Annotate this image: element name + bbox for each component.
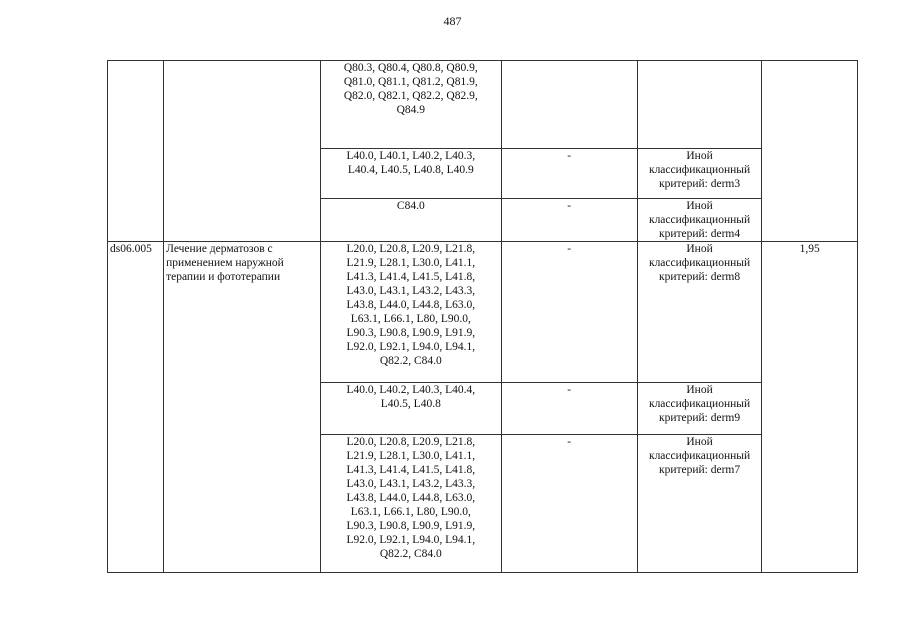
coefficient-cell: 1,95: [762, 242, 858, 573]
diagnosis-codes-cell: L20.0, L20.8, L20.9, L21.8, L21.9, L28.1, L30.0, L41.1, L41.3, L41.4, L41.5, L41.8, L43.0, L43.1, L43.2, L43.3, L43.8, L44.0, L44.8, L63.0, L63.1, L66.1, L80, L90.0, L90.3, L90.8, L90.9, L91.9, L92.0, L92.1, L94.0, L94.1, Q82.2, C84.0: [320, 242, 501, 383]
criterion-cell: Иной классификационный критерий: derm4: [637, 199, 762, 242]
dash-cell: -: [501, 149, 637, 199]
table-row: [108, 61, 858, 149]
diagnosis-codes-cell: L20.0, L20.8, L20.9, L21.8, L21.9, L28.1, L30.0, L41.1, L41.3, L41.4, L41.5, L41.8, L43.0, L43.1, L43.2, L43.3, L43.8, L44.0, L44.8, L63.0, L63.1, L66.1, L80, L90.0, L90.3, L90.8, L90.9, L91.9, L92.0, L92.1, L94.0, L94.1, Q82.2, C84.0: [320, 435, 501, 573]
criterion-cell: [637, 61, 762, 149]
diagnosis-codes-cell: L40.0, L40.2, L40.3, L40.4, L40.5, L40.8: [320, 383, 501, 435]
diagnosis-codes-cell: L40.0, L40.1, L40.2, L40.3, L40.4, L40.5, L40.8, L40.9: [320, 149, 501, 199]
group-name-cell: Лечение дерматозов с применением наружной терапии и фототерапии: [164, 242, 321, 573]
table-row: [108, 242, 858, 383]
criterion-cell: Иной классификационный критерий: derm7: [637, 435, 762, 573]
dash-cell: -: [501, 242, 637, 383]
criterion-cell: Иной классификационный критерий: derm8: [637, 242, 762, 383]
page-number: 487: [443, 14, 462, 28]
criterion-cell: Иной классификационный критерий: derm3: [637, 149, 762, 199]
group-code-cell: [108, 61, 164, 242]
group-name-cell: [164, 61, 321, 242]
group-code-cell: ds06.005: [108, 242, 164, 573]
dash-cell: [501, 61, 637, 149]
diagnosis-codes-cell: C84.0: [320, 199, 501, 242]
dash-cell: -: [501, 435, 637, 573]
tariff-table: [107, 60, 858, 573]
diagnosis-codes-cell: Q80.3, Q80.4, Q80.8, Q80.9, Q81.0, Q81.1, Q81.2, Q81.9, Q82.0, Q82.1, Q82.2, Q82.9, Q84.9: [320, 61, 501, 149]
dash-cell: -: [501, 383, 637, 435]
dash-cell: -: [501, 199, 637, 242]
coefficient-cell: [762, 61, 858, 242]
criterion-cell: Иной классификационный критерий: derm9: [637, 383, 762, 435]
